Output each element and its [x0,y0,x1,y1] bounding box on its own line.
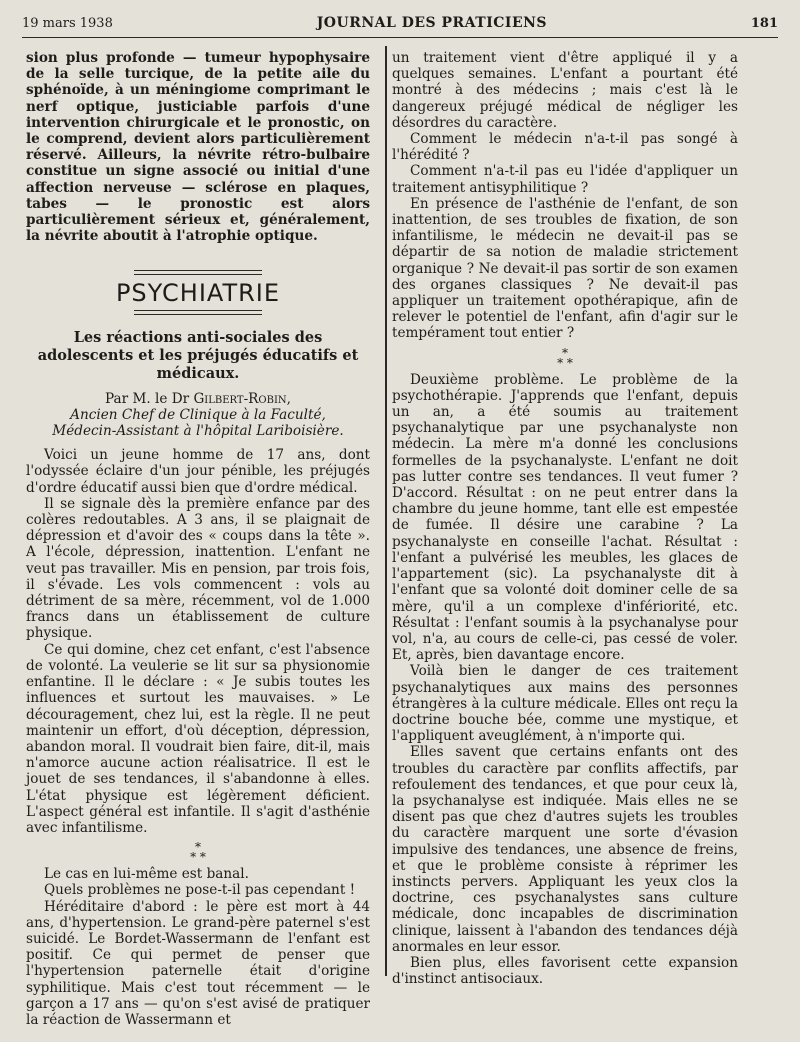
paragraph: En présence de l'asthénie de l'enfant, de son inattention, de ses troubles de fixation, de son infantilisme, le médecin ne devait-il pas se départir de sa notion de maladie strictement organique ? Ne devait-il pas sortir de son examen des organes classiques ? Ne devait-il pas appliquer un traitement opothérapique, afin de relever le potentiel de l'enfant, afin d'agir sur le tempérament tout entier ? [392,195,738,342]
paragraph: Héréditaire d'abord : le père est mort à 44 ans, d'hypertension. Le grand-père paternel s'est suicidé. Le Bordet-Wassermann de l'enfant est positif. Ce qui permet de penser que l'hypertension paternelle était d'origine syphilitique. Mais c'est tout récemment — le garçon a 17 ans — qu'on s'est avisé de pratiquer la réaction de Wassermann et [26,898,370,1028]
paragraph: sion plus profonde — tumeur hypophysaire de la selle turcique, de la petite aile du sphénoïde, à un méningiome comprimant le nerf optique, justiciable parfois d'une intervention chirurgicale et le pronostic, on le comprend, devient alors particulièrement réservé. Ailleurs, la névrite rétro-bulbaire constitue un signe associé ou initial d'une affection nerveuse — sclérose en plaques, tabes — le pronostic est alors particulièrement sérieux et, généralement, la névrite aboutit à l'atrophie optique. [26,50,370,245]
author-affiliation-2: Médecin-Assistant à l'hôpital Lariboisière. [52,423,344,440]
paragraph: un traitement vient d'être appliqué il y a quelques semaines. L'enfant a pourtant été montré à des médecins ; mais c'est là le dangereux préjugé médical de négliger les désordres du caractère. [392,50,738,131]
paragraph: Voilà bien le danger de ces traitement psychanalytiques aux mains des personnes étrangères à la culture médicale. Elles ont reçu la doctrine bouche bée, comme une mystique, et l'appliquent aveuglément, à n'importe qui. [392,663,738,745]
right-column [392,50,738,987]
paragraph: Voici un jeune homme de 17 ans, dont l'odyssée éclaire d'un jour pénible, les préjugés d'ordre éducatif aussi bien que d'ordre médical. [26,447,370,496]
section-rule-bottom [134,310,262,315]
paragraph: Il se signale dès la première enfance par des colères redoutables. A 3 ans, il se plaignait de dépression et d'avoir des « coups dans la tête ». A l'école, dépression, inattention. L'enfant ne veut pas travailler. Mis en pension, par trois fois, il s'évade. Les vols commencent : vols au détriment de sa mère, récemment, vol de 1.000 francs dans un établissement de culture physique. [26,495,370,642]
author-affiliation-1: Ancien Chef de Clinique à la Faculté, [70,406,326,423]
running-header [22,12,778,34]
paragraph: Comment n'a-t-il pas eu l'idée d'appliquer un traitement antisyphilitique ? [392,163,738,196]
byline [26,391,370,407]
paragraph: Comment le médecin n'a-t-il pas songé à l'hérédité ? [392,131,738,164]
paragraph: Quels problèmes ne pose-t-il pas cependant ! [44,882,356,899]
paragraph: Ce qui domine, chez cet enfant, c'est l'absence de volonté. La veulerie se lit sur sa physionomie enfantine. Il le déclare : « Je subis toutes les influences et surtout les mauvaises. » Le découragement, chez lui, est la règle. Il ne peut maintenir un effort, d'où déception, dépression, abandon moral. Il voudrait bien faire, dit-il, mais n'amorce aucune action réalisatrice. Il est le jouet de ses tendances, il s'abandonne à elles. L'état physique est légèrement déficient. L'aspect général est infantile. Il s'agit d'asthénie avec infantilisme. [26,641,370,836]
header-rule [22,37,778,38]
author-name: Gilbert-Robin, [193,390,291,407]
byline-prefix: Par M. le Dr [105,390,194,407]
column-divider [385,46,387,976]
header-date: 19 mars 1938 [22,15,113,31]
asterism: * * * [557,345,573,370]
paragraph: Bien plus, elles favorisent cette expansion d'instinct antisociaux. [392,954,738,988]
article-title: Les réactions anti-sociales des adolescents et les préjugés éducatifs et médicaux. [37,328,359,382]
section-rule-top [134,270,262,275]
section-heading-block [26,270,370,314]
paragraph: Le cas en lui-même est banal. [44,866,249,883]
paragraph: Elles savent que certains enfants ont des troubles du caractère par conflits affectifs, par refoulement des tendances, et que pour ceux là, la psychanalyse est indiquée. Mais elles ne se disent pas que chez d'autres sujets les troubles du caractère marquent une sorte d'évasion impulsive des tendances, une absence de freins, et que le problème consiste à réprimer les instincts pervers. Appliquant les yeux clos la doctrine, ces psychanalystes sans culture médicale, donc incapables de discrimination clinique, laissent à l'abandon des tendances déjà anormales en leur essor. [392,744,738,955]
asterism: * * * [190,840,206,865]
journal-title: JOURNAL DES PRATICIENS [316,15,548,31]
page-number: 181 [750,15,778,31]
paragraph: Deuxième problème. Le problème de la psychothérapie. J'apprends que l'enfant, depuis un an, a été soumis au traitement psychanalytique par une psychanalyste non médecin. La mère m'a donné les conclusions formelles de la psychanalyste. L'enfant ne doit pas lutter contre ses tendances. Il veut fumer ? D'accord. Résultat : on ne peut entrer dans la chambre du jeune homme, tant elle est empestée de fumée. Il désire une carabine ? La psychanalyste en conseille l'achat. Résultat : l'enfant a pulvérisé les meubles, les glaces de l'appartement (sic). La psychanalyste dit à l'enfant que sa volonté doit dominer celle de sa mère, qu'il a un complexe d'infériorité, etc. Résultat : l'enfant soumis à la psychanalyse pour vol, n'a, au cours de celle-ci, pas cessé de voler. Et, après, bien davantage encore. [392,371,738,664]
left-column [26,50,370,1028]
section-title: PSYCHIATRIE [115,279,281,308]
